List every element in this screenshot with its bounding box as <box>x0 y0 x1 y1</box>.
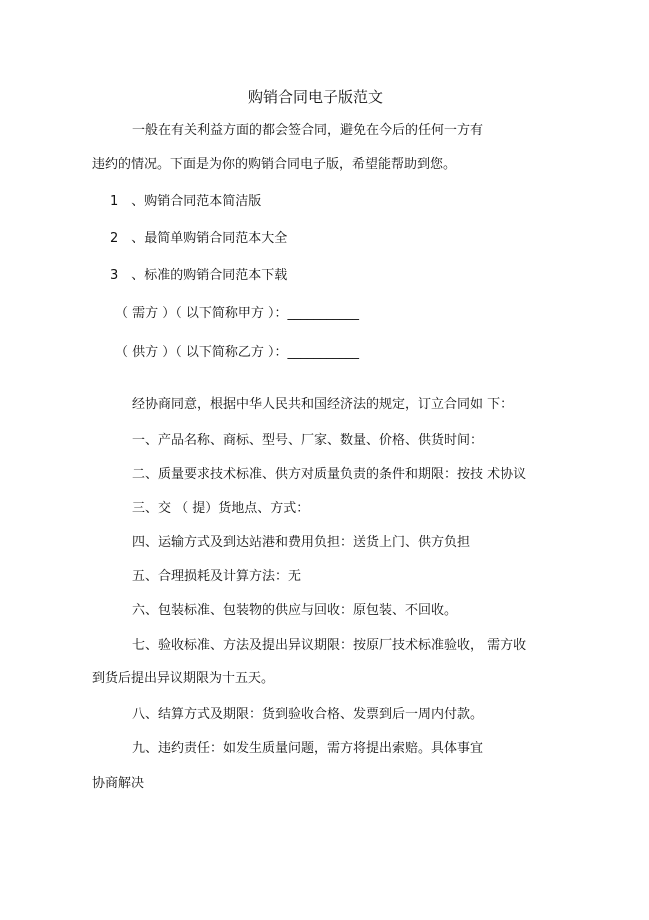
contract-clause-9: 九、违约责任：如发生质量问题，需方将提出索赔。具体事宜 <box>132 741 484 756</box>
contract-clause-3: 三、交 （ 提）货地点、方式： <box>132 501 310 516</box>
contract-clause-1: 一、产品名称、商标、型号、厂家、数量、价格、供货时间： <box>132 433 484 448</box>
contract-clause-5: 五、合理损耗及计算方法：无 <box>132 569 302 584</box>
contract-clause-9-continuation: 协商解决 <box>92 776 145 791</box>
contract-clause-7: 七、验收标准、方法及提出异议期限：按原厂技术标准验收， 需方收 <box>132 638 527 653</box>
numbered-list-item-1: 1 、购销合同范本简洁版 <box>110 194 262 209</box>
contract-clause-2: 二、质量要求技术标准、供方对质量负责的条件和期限：按技 术协议 <box>132 467 527 482</box>
numbered-list-item-3: 3 、标准的购销合同范本下载 <box>110 268 288 283</box>
intro-paragraph-line-1: 一般在有关利益方面的都会签合同，避免在今后的任何一方有 <box>132 123 484 138</box>
intro-paragraph-line-2: 违约的情况。下面是为你的购销合同电子版，希望能帮助到您。 <box>92 157 457 172</box>
contract-clause-7-continuation: 到货后提出异议期限为十五天。 <box>92 671 275 686</box>
numbered-list-item-2: 2 、最简单购销合同范本大全 <box>110 231 288 246</box>
seller-party-line: （ 供方 ）（ 以下简称乙方 ）：___________ <box>115 345 360 360</box>
contract-clause-8: 八、结算方式及期限：货到验收合格、发票到后一周内付款。 <box>132 707 484 722</box>
buyer-party-line: （ 需方 ）（ 以下简称甲方 ）：___________ <box>115 306 360 321</box>
contract-clause-6: 六、包装标准、包装物的供应与回收：原包装、不回收。 <box>132 603 458 618</box>
contract-clause-4: 四、运输方式及到达站港和费用负担：送货上门、供方负担 <box>132 535 471 550</box>
document-title: 购销合同电子版范文 <box>248 88 384 106</box>
agreement-intro-line: 经协商同意，根据中华人民共和国经济法的规定，订立合同如 下： <box>132 397 514 412</box>
